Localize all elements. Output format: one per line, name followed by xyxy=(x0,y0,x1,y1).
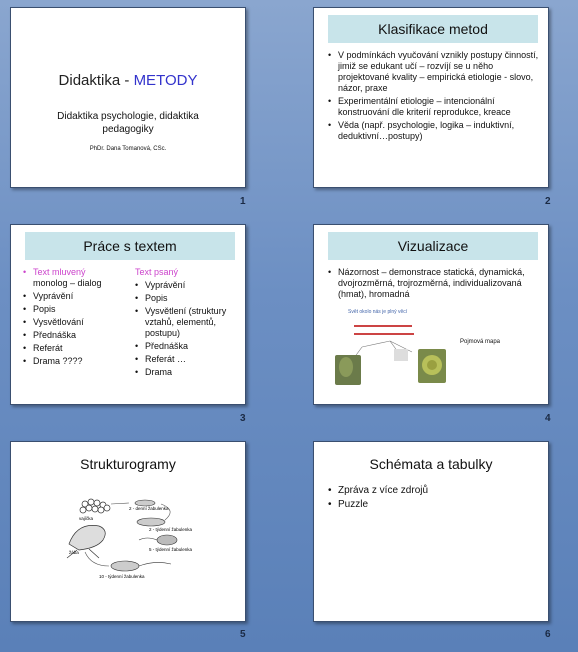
concept-map-figure xyxy=(332,307,452,387)
slide-thumbnail-6[interactable] xyxy=(313,441,549,622)
frog-icon xyxy=(69,525,105,550)
list-item: • Vysvětlení (struktury vztahů, elementů, postupu) xyxy=(135,306,241,339)
slide-number-3: 3 xyxy=(240,413,246,424)
list-item: • Popis xyxy=(23,304,128,315)
slide-thumbnail-1[interactable] xyxy=(10,7,246,188)
bullet-list xyxy=(328,484,540,512)
slide-number-4: 4 xyxy=(545,413,551,424)
title-main: Didaktika - xyxy=(58,72,134,89)
list-item: • Puzzle xyxy=(328,498,540,512)
list-item: • Drama xyxy=(135,367,241,378)
left-items xyxy=(23,291,128,367)
left-column-header: • Text mluvený monolog – dialog xyxy=(23,267,102,288)
slide-title-band: Vizualizace xyxy=(328,232,538,260)
slide-subtitle: Didaktika psychologie, didaktika pedagogiky xyxy=(57,111,199,135)
slide-thumbnail-2[interactable] xyxy=(313,7,549,188)
left-column xyxy=(23,267,128,367)
slide-title xyxy=(11,72,245,89)
label: 5 - týdenní žabulenka xyxy=(149,547,193,552)
slide-thumbnail-5[interactable] xyxy=(10,441,246,622)
label: vajíčka xyxy=(79,516,94,521)
list-item: • Přednáška xyxy=(135,341,241,352)
right-items xyxy=(135,280,241,378)
label: 2 - týdenní žabulenka xyxy=(149,527,193,532)
slide-thumbnail-4[interactable] xyxy=(313,224,549,405)
slide-title-band: Práce s textem xyxy=(25,232,235,260)
list-item: • Referát xyxy=(23,343,128,354)
slide-number-5: 5 xyxy=(240,629,246,640)
list-item: • Experimentální etiologie – intencionální konstruování dle kriterií reprodukce, kreace xyxy=(328,96,540,118)
list-item: • V podmínkách vyučování vznikly postupy činností, jimiž se edukant učí – rozvíjí se u něho projektované kvality – empirická etiologie - slovo, názor, praxe xyxy=(328,50,540,94)
list-item: • Vysvětlování xyxy=(23,317,128,328)
tadpole-icon xyxy=(157,535,177,545)
right-header: Text psaný xyxy=(135,267,179,277)
bullet-list xyxy=(328,50,540,142)
title-accent: METODY xyxy=(133,72,198,89)
list-item: • Vyprávění xyxy=(23,291,128,302)
tadpole-icon xyxy=(111,561,139,571)
slide-number-2: 2 xyxy=(545,196,551,207)
slide-title-band: Klasifikace metod xyxy=(328,15,538,43)
slide-number-6: 6 xyxy=(545,629,551,640)
tadpole-icon xyxy=(137,518,165,526)
label: 10 - týdenní žabulenka xyxy=(99,574,145,579)
figure-title: Svět okolo nás je plný věcí xyxy=(348,309,408,315)
list-item: • Drama ???? xyxy=(23,356,128,367)
list-item: • Věda (např. psychologie, logika – induktivní, deduktivní…postupy) xyxy=(328,120,540,142)
figure-caption: Pojmová mapa xyxy=(460,339,501,345)
list-item: • Názornost – demonstrace statická, dynamická, dvojrozměrná, trojrozměrná, individualizovaná (hmat), hromadná xyxy=(328,267,540,300)
eggs-icon xyxy=(80,499,110,513)
left-header-cont: monolog – dialog xyxy=(33,278,102,288)
right-column xyxy=(135,267,241,378)
label: 2 - denní žabulenka xyxy=(129,506,169,511)
slide-author: PhDr. Dana Tomanová, CSc. xyxy=(89,146,167,152)
label: žába xyxy=(69,550,79,555)
list-item: • Vyprávění xyxy=(135,280,241,291)
slide-title: Schémata a tabulky xyxy=(369,456,493,472)
list-item: • Popis xyxy=(135,293,241,304)
list-item: • Přednáška xyxy=(23,330,128,341)
list-item: • Zpráva z více zdrojů xyxy=(328,484,540,498)
slide-thumbnail-3[interactable] xyxy=(10,224,246,405)
bullet-list xyxy=(328,267,540,300)
frog-life-cycle-diagram xyxy=(59,494,219,594)
list-item: • Referát … xyxy=(135,354,241,365)
slide-title: Strukturogramy xyxy=(80,456,176,472)
slide-number-1: 1 xyxy=(240,196,246,207)
concept-map-diagram xyxy=(332,307,452,387)
left-header: Text mluvený xyxy=(33,267,86,277)
